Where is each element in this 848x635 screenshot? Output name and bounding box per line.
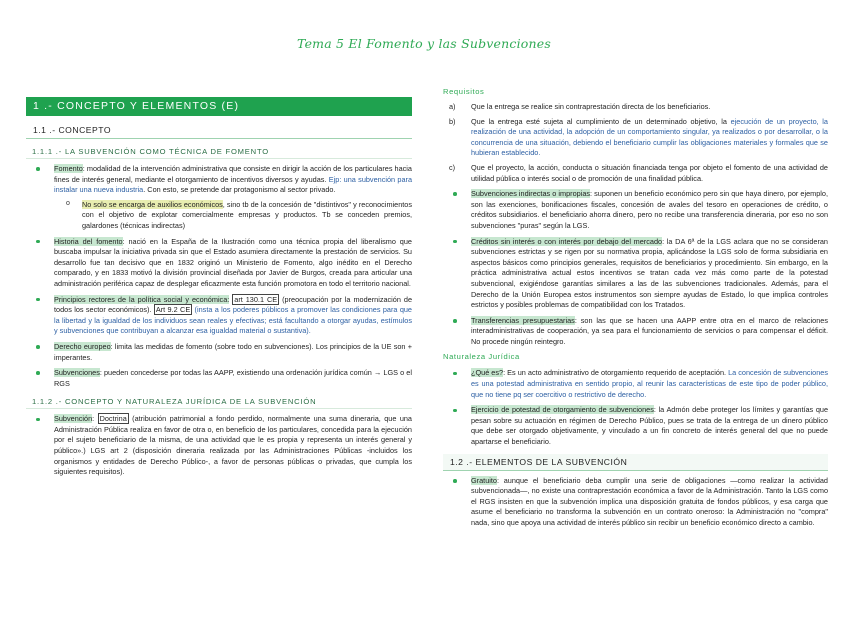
- requisito-b: b) Que la entrega esté sujeta al cumplimiento de un determinado objetivo, la ejecución de un proyecto, la realización de una actividad, la adopción de un comportamiento singular, ya realizados o por desarrollar, o la concurrencia de una situación, debiendo el beneficiario cumplir las obligaciones materiales y formales que se hubieran establecido.: [449, 116, 828, 158]
- subbullet-auxilios: o No solo se encarga de auxilios económicos, sino tb de la concesión de "distintivos" y reconocimientos con el objetivo de explotar comercialmente empresas y productos. Tb se conceden premios, galardones (técnicas indirectas): [26, 200, 412, 232]
- boxed-ref-9-2: Art 9.2 CE: [155, 305, 191, 315]
- bullet-gratuito: Gratuito: aunque el beneficiario deba cumplir una serie de obligaciones —como realizar la actividad subvencionada—, no existe una contraprestación económica a favor de la Administración. Tanto la LGS como el RGS insisten en que la subvención implica una disposición gratuita de fondos públicos, y esa carga que asume el beneficiario no transforma la subvención en un contrato oneroso: la Administración no "compra" nada, sino que apoya una actividad de interés público sin recibir un beneficio económico directo a cambio.: [443, 476, 828, 529]
- bullet-derecho-europeo: Derecho europeo: limita las medidas de fomento (sobre todo en subvenciones). Los principios de la UE son + imperantes.: [26, 342, 412, 363]
- bullet-subvencion: Subvención: Doctrina (atribución patrimonial a fondo perdido, normalmente una suma dineraria, que una Administración Pública realiza en favor de otra o, en beneficio de los particulares, concedida para la ejecución por el sujeto beneficiario de la misma, de una actividad que le es propia y representa un interés general y público».) LGS art 2 (disposición dineraria realizada por las Administraciones Públicas -incluidos los organismos y entidades de Derecho Público-, a favor de personas públicas o privadas, que cumpla los siguientes requisitos).: [26, 414, 412, 478]
- bullet-fomento: Fomento: modalidad de la intervención administrativa que consiste en dirigir la acción de los particulares hacia fines de interés general, mediante el otorgamiento de incentivos diversos y ayudas. Ejp: una subvención para instalar una nueva industria. Con esto, se pretende dar protagonismo al sector privado.: [26, 164, 412, 196]
- bullet-creditos: Créditos sin interés o con interés por debajo del mercado: la DA 6ª de la LGS aclara que no se consideran subvenciones estrictas y se rigen por su normativa propia, aplicándose la LGS solo de forma subsidiaria en aspectos básicos como principios generales, requisitos de beneficiarios y procedimiento. Sin embargo, en la práctica administrativa actual estos incentivos se tratan cada vez más como parte de la potestad subvencional, exigiéndose garantías similares a las de las subvenciones tradicionales. Además, para el Derecho de la Unión Europea estos instrumentos son siempre ayudas de Estado, lo que implica controles estrictos y posibles problemas de compatibilidad con los Tratados.: [443, 237, 828, 311]
- bullet-principios: Principios rectores de la política social y económica: art 130.1 CE (preocupación por la modernización de todos los sector económicos). Art 9.2 CE (insta a los poderes públicos a promover las condiciones para que la libertad y la igualdad de los individuos sean reales y efectivas; está facultando a otorgar ayudas, estímulos y subvenciones que contribuyan a alcanzar esa igualdad material o sustantiva).: [26, 295, 412, 337]
- boxed-doctrina: Doctrina: [99, 414, 127, 424]
- requisito-a: a) Que la entrega se realice sin contraprestación directa de los beneficiarios.: [449, 102, 711, 111]
- bullet-historia: Historia del fomento: nació en la España de la Ilustración como una técnica propia del liberalismo que buscaba impulsar la iniciativa privada sin que el Estado asumiera directamente la prestación de servicios. Su desarrollo fue tan decisivo que en 1832 originó un Ministerio de Fomento, algo inédito en el Derecho comparado, y en 1833 motivó la división provincial diseñada por Javier de Burgos, creada para articular una administración periférica capaz de desplegar eficazmente esta función promotora en todo el territorio nacional.: [26, 237, 412, 290]
- bullet-subvenciones: Subvenciones: pueden concederse por todas las AAPP, existiendo una ordenación jurídica común → LGS o el RGS: [26, 368, 412, 389]
- bullet-ejercicio: Ejercicio de potestad de otorgamiento de subvenciones: la Admón debe proteger los límites y garantías que pesan sobre su actuación en régimen de Derecho Público, pues se trata de la entrega de un dinero público que debe ser otorgado objetivamente, y vinculado a un fin concreto de interés general del que no puede apartarse el beneficiario.: [443, 405, 828, 447]
- bullet-que-es: ¿Qué es?: Es un acto administrativo de otorgamiento requerido de aceptación. La concesión de subvenciones es una potestad administrativa en sentido propio, al reunir las características de este tipo de poder público, que no tiene pq ser coercitivo o restrictivo de derecho.: [443, 368, 828, 400]
- bullet-indirectas: Subvenciones indirectas o impropias: suponen un beneficio económico pero sin que haya dinero, por ejemplo, son las exenciones, bonificaciones fiscales, concesión de avales del tesoro en operaciones de crédito, o créditos subsidiarios. el beneficiario ahorra dinero, pero no recibe una transferencia dineraria, por eso no son subvenciones "puras" según la LGS.: [443, 189, 828, 231]
- section-heading-1-2: 1.2 .- ELEMENTOS DE LA SUBVENCIÓN: [443, 454, 828, 471]
- section-heading-1-1-1: 1.1.1 .- LA SUBVENCIÓN COMO TÉCNICA DE FOMENTO: [26, 145, 412, 159]
- requisito-c: c) Que el proyecto, la acción, conducta o situación financiada tenga por objeto el fomento de una actividad de utilidad pública o interés social o de promoción de una finalidad pública.: [449, 162, 828, 183]
- bullet-transferencias: Transferencias presupuestarias: son las que se hacen una AAPP entre otra en el marco de relaciones interadministrativas de cooperación, ya sea para el funcionamiento de servicios o para compensar el déficit. No procede ningún reintegro.: [443, 316, 828, 348]
- naturaleza-label: Naturaleza Jurídica: [443, 352, 520, 362]
- term-fomento: Fomento: [54, 164, 83, 173]
- right-column: [443, 82, 828, 529]
- section-heading-1-1: 1.1 .- CONCEPTO: [26, 122, 412, 139]
- requisitos-label: Requisitos: [443, 87, 485, 96]
- left-column: [26, 94, 412, 478]
- document-title: Tema 5 El Fomento y las Subvenciones: [297, 36, 551, 51]
- section-heading-1: 1 .- CONCEPTO Y ELEMENTOS (E): [26, 97, 412, 116]
- section-heading-1-1-2: 1.1.2 .- CONCEPTO Y NATURALEZA JURÍDICA DE LA SUBVENCIÓN: [26, 395, 412, 409]
- boxed-ref-130: art 130.1 CE: [234, 294, 278, 304]
- example-text: Ejp: una subvención para instalar una nueva industria: [54, 174, 413, 195]
